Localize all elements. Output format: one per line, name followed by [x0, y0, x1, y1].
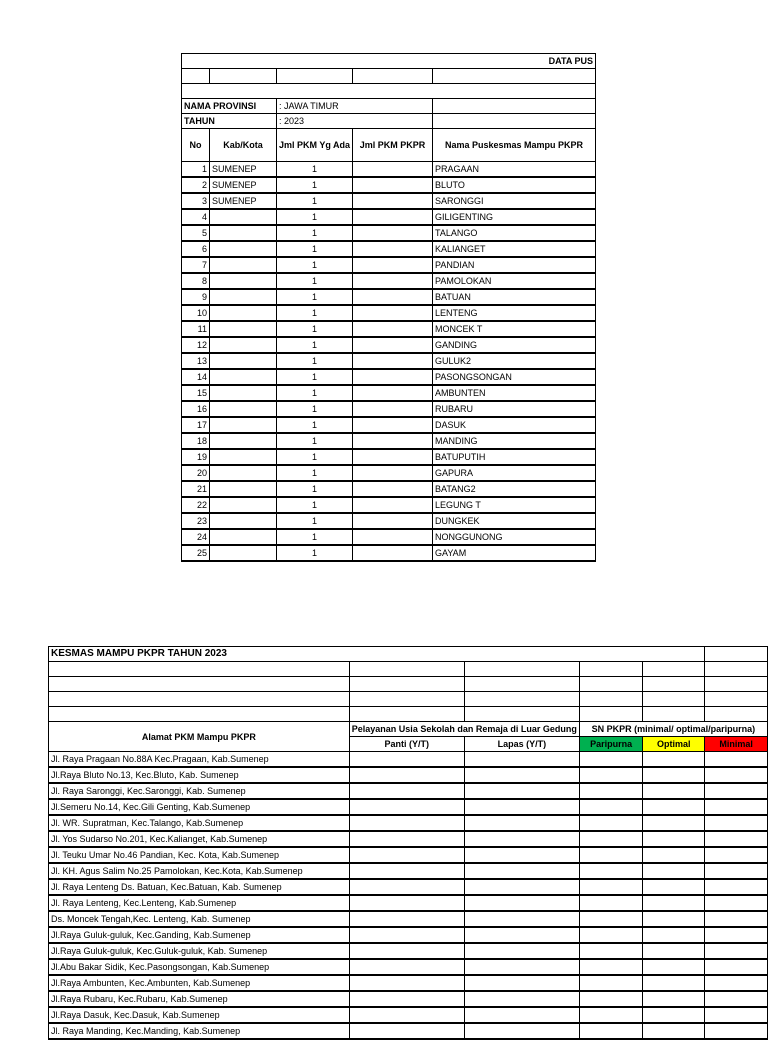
row-no: 15 — [182, 385, 210, 401]
row-no: 25 — [182, 545, 210, 561]
table-row — [49, 911, 768, 927]
row-nama-puskesmas: DUNGKEK — [433, 513, 596, 529]
row-no: 7 — [182, 257, 210, 273]
col-jml-pkm-pkpr: Jml PKM PKPR — [353, 129, 433, 162]
table-row — [182, 289, 596, 305]
row-panti — [349, 895, 464, 911]
row-minimal — [705, 799, 768, 815]
row-panti — [349, 847, 464, 863]
row-alamat: Jl. Teuku Umar No.46 Pandian, Kec. Kota, Kab.Sumenep — [49, 847, 350, 863]
row-minimal — [705, 847, 768, 863]
col-jml-pkm-ada: Jml PKM Yg Ada — [277, 129, 353, 162]
row-lapas — [464, 1007, 579, 1023]
row-kab-kota — [210, 513, 277, 529]
row-jml-pkm-pkpr — [353, 401, 433, 417]
table-row — [182, 337, 596, 353]
row-paripurna — [579, 847, 642, 863]
row-panti — [349, 943, 464, 959]
row-jml-pkm-ada: 1 — [277, 401, 353, 417]
row-minimal — [705, 895, 768, 911]
row-kab-kota — [210, 241, 277, 257]
row-paripurna — [579, 943, 642, 959]
row-kab-kota — [210, 481, 277, 497]
row-minimal — [705, 991, 768, 1007]
table-row — [182, 177, 596, 193]
row-jml-pkm-ada: 1 — [277, 385, 353, 401]
row-panti — [349, 959, 464, 975]
table-row — [182, 497, 596, 513]
row-kab-kota — [210, 417, 277, 433]
row-jml-pkm-ada: 1 — [277, 289, 353, 305]
row-paripurna — [579, 767, 642, 783]
row-alamat: Jl.Abu Bakar Sidik, Kec.Pasongsongan, Kab.Sumenep — [49, 959, 350, 975]
row-no: 20 — [182, 465, 210, 481]
row-kab-kota — [210, 449, 277, 465]
row-paripurna — [579, 927, 642, 943]
col-alamat: Alamat PKM Mampu PKPR — [49, 722, 350, 752]
row-optimal — [643, 927, 705, 943]
row-kab-kota — [210, 305, 277, 321]
row-jml-pkm-ada: 1 — [277, 177, 353, 193]
row-nama-puskesmas: TALANGO — [433, 225, 596, 241]
row-jml-pkm-pkpr — [353, 162, 433, 178]
table-row — [182, 257, 596, 273]
table-row — [49, 943, 768, 959]
row-jml-pkm-ada: 1 — [277, 513, 353, 529]
table-row — [49, 959, 768, 975]
row-optimal — [643, 895, 705, 911]
row-paripurna — [579, 752, 642, 768]
row-jml-pkm-ada: 1 — [277, 529, 353, 545]
row-no: 5 — [182, 225, 210, 241]
row-jml-pkm-ada: 1 — [277, 305, 353, 321]
row-no: 14 — [182, 369, 210, 385]
row-lapas — [464, 863, 579, 879]
row-jml-pkm-ada: 1 — [277, 209, 353, 225]
table-row — [49, 895, 768, 911]
row-jml-pkm-ada: 1 — [277, 417, 353, 433]
row-minimal — [705, 767, 768, 783]
table-row — [49, 927, 768, 943]
row-nama-puskesmas: GANDING — [433, 337, 596, 353]
row-alamat: Jl. Raya Lenteng Ds. Batuan, Kec.Batuan, Kab. Sumenep — [49, 879, 350, 895]
row-nama-puskesmas: PRAGAAN — [433, 162, 596, 178]
row-kab-kota — [210, 497, 277, 513]
table-row — [49, 863, 768, 879]
row-minimal — [705, 879, 768, 895]
row-jml-pkm-ada: 1 — [277, 162, 353, 178]
row-nama-puskesmas: GILIGENTING — [433, 209, 596, 225]
row-lapas — [464, 815, 579, 831]
row-panti — [349, 1023, 464, 1039]
row-paripurna — [579, 1007, 642, 1023]
row-no: 12 — [182, 337, 210, 353]
col-kab-kota: Kab/Kota — [210, 129, 277, 162]
row-nama-puskesmas: DASUK — [433, 417, 596, 433]
row-optimal — [643, 959, 705, 975]
row-nama-puskesmas: BATUPUTIH — [433, 449, 596, 465]
row-panti — [349, 815, 464, 831]
table-row — [49, 752, 768, 768]
row-optimal — [643, 1023, 705, 1039]
row-no: 3 — [182, 193, 210, 209]
row-nama-puskesmas: GAPURA — [433, 465, 596, 481]
col-minimal: Minimal — [705, 737, 768, 752]
row-no: 4 — [182, 209, 210, 225]
row-paripurna — [579, 959, 642, 975]
table-row — [49, 799, 768, 815]
row-jml-pkm-pkpr — [353, 305, 433, 321]
row-nama-puskesmas: SARONGGI — [433, 193, 596, 209]
row-paripurna — [579, 911, 642, 927]
row-paripurna — [579, 799, 642, 815]
row-jml-pkm-ada: 1 — [277, 497, 353, 513]
table-row — [49, 1007, 768, 1023]
row-panti — [349, 1007, 464, 1023]
table-row — [49, 831, 768, 847]
row-jml-pkm-pkpr — [353, 209, 433, 225]
row-panti — [349, 927, 464, 943]
col-optimal: Optimal — [643, 737, 705, 752]
table-row — [49, 879, 768, 895]
row-optimal — [643, 831, 705, 847]
row-kab-kota — [210, 337, 277, 353]
row-minimal — [705, 815, 768, 831]
province-label: NAMA PROVINSI — [182, 99, 277, 114]
row-lapas — [464, 991, 579, 1007]
row-no: 1 — [182, 162, 210, 178]
row-jml-pkm-ada: 1 — [277, 449, 353, 465]
row-kab-kota — [210, 225, 277, 241]
row-jml-pkm-pkpr — [353, 177, 433, 193]
row-jml-pkm-ada: 1 — [277, 481, 353, 497]
sheet1-title: DATA PUS — [182, 54, 596, 69]
row-jml-pkm-ada: 1 — [277, 321, 353, 337]
row-no: 6 — [182, 241, 210, 257]
row-lapas — [464, 783, 579, 799]
row-jml-pkm-pkpr — [353, 257, 433, 273]
row-jml-pkm-pkpr — [353, 481, 433, 497]
row-alamat: Jl.Semeru No.14, Kec.Gili Genting, Kab.Sumenep — [49, 799, 350, 815]
row-kab-kota — [210, 545, 277, 561]
row-jml-pkm-ada: 1 — [277, 241, 353, 257]
row-paripurna — [579, 831, 642, 847]
row-no: 13 — [182, 353, 210, 369]
row-paripurna — [579, 879, 642, 895]
col-nama-puskesmas: Nama Puskesmas Mampu PKPR — [433, 129, 596, 162]
row-jml-pkm-ada: 1 — [277, 257, 353, 273]
row-nama-puskesmas: GAYAM — [433, 545, 596, 561]
row-minimal — [705, 863, 768, 879]
table-row — [182, 305, 596, 321]
row-paripurna — [579, 991, 642, 1007]
col-sn-pkpr: SN PKPR (minimal/ optimal/paripurna) — [579, 722, 767, 737]
row-optimal — [643, 783, 705, 799]
row-jml-pkm-ada: 1 — [277, 369, 353, 385]
province-value: : JAWA TIMUR — [277, 99, 433, 114]
table-row — [182, 369, 596, 385]
row-minimal — [705, 943, 768, 959]
row-nama-puskesmas: KALIANGET — [433, 241, 596, 257]
table-row — [182, 545, 596, 561]
table-row — [182, 449, 596, 465]
row-alamat: Jl. Raya Pragaan No.88A Kec.Pragaan, Kab.Sumenep — [49, 752, 350, 768]
row-kab-kota: SUMENEP — [210, 177, 277, 193]
row-alamat: Jl.Raya Bluto No.13, Kec.Bluto, Kab. Sumenep — [49, 767, 350, 783]
table-row — [182, 385, 596, 401]
table-row — [182, 241, 596, 257]
row-jml-pkm-pkpr — [353, 241, 433, 257]
row-optimal — [643, 991, 705, 1007]
row-optimal — [643, 1007, 705, 1023]
table-row — [182, 513, 596, 529]
row-kab-kota: SUMENEP — [210, 193, 277, 209]
row-alamat: Jl. Raya Manding, Kec.Manding, Kab.Sumenep — [49, 1023, 350, 1039]
row-minimal — [705, 911, 768, 927]
row-lapas — [464, 1023, 579, 1039]
row-jml-pkm-ada: 1 — [277, 225, 353, 241]
table-row — [49, 975, 768, 991]
row-jml-pkm-pkpr — [353, 545, 433, 561]
row-minimal — [705, 975, 768, 991]
row-jml-pkm-ada: 1 — [277, 273, 353, 289]
row-jml-pkm-pkpr — [353, 337, 433, 353]
row-panti — [349, 752, 464, 768]
row-alamat: Jl.Raya Dasuk, Kec.Dasuk, Kab.Sumenep — [49, 1007, 350, 1023]
row-nama-puskesmas: PANDIAN — [433, 257, 596, 273]
table-row — [182, 529, 596, 545]
table-row — [49, 783, 768, 799]
table-row — [49, 847, 768, 863]
row-minimal — [705, 959, 768, 975]
row-jml-pkm-pkpr — [353, 225, 433, 241]
row-no: 16 — [182, 401, 210, 417]
row-no: 11 — [182, 321, 210, 337]
row-paripurna — [579, 783, 642, 799]
row-nama-puskesmas: BATANG2 — [433, 481, 596, 497]
sheet2-title: KESMAS MAMPU PKPR TAHUN 2023 — [49, 647, 705, 662]
row-paripurna — [579, 815, 642, 831]
row-jml-pkm-ada: 1 — [277, 545, 353, 561]
row-minimal — [705, 831, 768, 847]
row-lapas — [464, 975, 579, 991]
row-panti — [349, 863, 464, 879]
row-optimal — [643, 943, 705, 959]
row-optimal — [643, 815, 705, 831]
row-no: 9 — [182, 289, 210, 305]
row-paripurna — [579, 1023, 642, 1039]
row-kab-kota — [210, 353, 277, 369]
row-alamat: Jl. Raya Saronggi, Kec.Saronggi, Kab. Sumenep — [49, 783, 350, 799]
row-no: 21 — [182, 481, 210, 497]
row-kab-kota — [210, 289, 277, 305]
table-row — [182, 225, 596, 241]
year-value: : 2023 — [277, 114, 433, 129]
row-lapas — [464, 767, 579, 783]
row-jml-pkm-ada: 1 — [277, 353, 353, 369]
row-jml-pkm-pkpr — [353, 321, 433, 337]
row-panti — [349, 879, 464, 895]
row-paripurna — [579, 895, 642, 911]
row-jml-pkm-ada: 1 — [277, 433, 353, 449]
row-no: 17 — [182, 417, 210, 433]
row-no: 8 — [182, 273, 210, 289]
row-lapas — [464, 831, 579, 847]
row-panti — [349, 911, 464, 927]
row-optimal — [643, 752, 705, 768]
table-row — [182, 162, 596, 178]
row-minimal — [705, 1023, 768, 1039]
puskesmas-data-table — [181, 53, 596, 562]
row-alamat: Jl. Yos Sudarso No.201, Kec.Kalianget, Kab.Sumenep — [49, 831, 350, 847]
row-nama-puskesmas: PASONGSONGAN — [433, 369, 596, 385]
row-alamat: Ds. Moncek Tengah,Kec. Lenteng, Kab. Sumenep — [49, 911, 350, 927]
table-row — [182, 321, 596, 337]
row-no: 2 — [182, 177, 210, 193]
table-row — [49, 1023, 768, 1039]
row-kab-kota — [210, 209, 277, 225]
row-lapas — [464, 959, 579, 975]
row-jml-pkm-ada: 1 — [277, 337, 353, 353]
row-paripurna — [579, 975, 642, 991]
row-alamat: Jl.Raya Guluk-guluk, Kec.Guluk-guluk, Kab. Sumenep — [49, 943, 350, 959]
table-row — [49, 991, 768, 1007]
row-panti — [349, 767, 464, 783]
row-alamat: Jl.Raya Guluk-guluk, Kec.Ganding, Kab.Sumenep — [49, 927, 350, 943]
row-jml-pkm-pkpr — [353, 449, 433, 465]
row-lapas — [464, 927, 579, 943]
row-lapas — [464, 752, 579, 768]
row-lapas — [464, 847, 579, 863]
row-minimal — [705, 783, 768, 799]
row-optimal — [643, 911, 705, 927]
row-kab-kota — [210, 401, 277, 417]
row-panti — [349, 991, 464, 1007]
row-alamat: Jl. WR. Supratman, Kec.Talango, Kab.Sumenep — [49, 815, 350, 831]
row-nama-puskesmas: NONGGUNONG — [433, 529, 596, 545]
row-paripurna — [579, 863, 642, 879]
row-no: 24 — [182, 529, 210, 545]
row-no: 18 — [182, 433, 210, 449]
table-row — [182, 481, 596, 497]
row-nama-puskesmas: LENTENG — [433, 305, 596, 321]
row-minimal — [705, 1007, 768, 1023]
row-kab-kota: SUMENEP — [210, 162, 277, 178]
row-no: 22 — [182, 497, 210, 513]
row-kab-kota — [210, 465, 277, 481]
row-nama-puskesmas: BLUTO — [433, 177, 596, 193]
row-jml-pkm-pkpr — [353, 513, 433, 529]
row-jml-pkm-pkpr — [353, 193, 433, 209]
row-jml-pkm-pkpr — [353, 465, 433, 481]
col-panti: Panti (Y/T) — [349, 737, 464, 752]
row-optimal — [643, 879, 705, 895]
row-panti — [349, 783, 464, 799]
row-kab-kota — [210, 257, 277, 273]
row-nama-puskesmas: LEGUNG T — [433, 497, 596, 513]
row-lapas — [464, 911, 579, 927]
row-nama-puskesmas: PAMOLOKAN — [433, 273, 596, 289]
table-row — [182, 193, 596, 209]
row-nama-puskesmas: RUBARU — [433, 401, 596, 417]
row-no: 23 — [182, 513, 210, 529]
row-nama-puskesmas: MANDING — [433, 433, 596, 449]
table-row — [182, 433, 596, 449]
row-jml-pkm-pkpr — [353, 289, 433, 305]
row-jml-pkm-pkpr — [353, 529, 433, 545]
row-nama-puskesmas: MONCEK T — [433, 321, 596, 337]
address-table — [48, 646, 768, 1040]
row-jml-pkm-pkpr — [353, 273, 433, 289]
row-no: 19 — [182, 449, 210, 465]
table-row — [49, 815, 768, 831]
row-optimal — [643, 767, 705, 783]
table-row — [182, 465, 596, 481]
table-row — [49, 767, 768, 783]
row-minimal — [705, 752, 768, 768]
row-jml-pkm-pkpr — [353, 385, 433, 401]
row-kab-kota — [210, 273, 277, 289]
row-optimal — [643, 847, 705, 863]
row-kab-kota — [210, 433, 277, 449]
row-optimal — [643, 863, 705, 879]
table-row — [182, 417, 596, 433]
row-kab-kota — [210, 529, 277, 545]
row-optimal — [643, 799, 705, 815]
col-pelayanan: Pelayanan Usia Sekolah dan Remaja di Luar Gedung — [349, 722, 579, 737]
row-jml-pkm-pkpr — [353, 417, 433, 433]
row-panti — [349, 831, 464, 847]
table-row — [182, 209, 596, 225]
year-label: TAHUN — [182, 114, 277, 129]
row-nama-puskesmas: GULUK2 — [433, 353, 596, 369]
col-no: No — [182, 129, 210, 162]
row-jml-pkm-ada: 1 — [277, 193, 353, 209]
row-lapas — [464, 799, 579, 815]
row-lapas — [464, 879, 579, 895]
row-panti — [349, 799, 464, 815]
row-jml-pkm-pkpr — [353, 497, 433, 513]
table-row — [182, 401, 596, 417]
col-paripurna: Paripurna — [579, 737, 642, 752]
row-optimal — [643, 975, 705, 991]
table-row — [182, 273, 596, 289]
row-lapas — [464, 895, 579, 911]
row-jml-pkm-pkpr — [353, 353, 433, 369]
row-jml-pkm-pkpr — [353, 433, 433, 449]
col-lapas: Lapas (Y/T) — [464, 737, 579, 752]
row-alamat: Jl.Raya Rubaru, Kec.Rubaru, Kab.Sumenep — [49, 991, 350, 1007]
row-no: 10 — [182, 305, 210, 321]
row-alamat: Jl.Raya Ambunten, Kec.Ambunten, Kab.Sumenep — [49, 975, 350, 991]
row-jml-pkm-ada: 1 — [277, 465, 353, 481]
row-panti — [349, 975, 464, 991]
row-alamat: Jl. Raya Lenteng, Kec.Lenteng, Kab.Sumenep — [49, 895, 350, 911]
row-kab-kota — [210, 321, 277, 337]
row-kab-kota — [210, 385, 277, 401]
row-minimal — [705, 927, 768, 943]
row-kab-kota — [210, 369, 277, 385]
row-jml-pkm-pkpr — [353, 369, 433, 385]
row-nama-puskesmas: AMBUNTEN — [433, 385, 596, 401]
row-alamat: Jl. KH. Agus Salim No.25 Pamolokan, Kec.Kota, Kab.Sumenep — [49, 863, 350, 879]
table-row — [182, 353, 596, 369]
row-nama-puskesmas: BATUAN — [433, 289, 596, 305]
row-lapas — [464, 943, 579, 959]
